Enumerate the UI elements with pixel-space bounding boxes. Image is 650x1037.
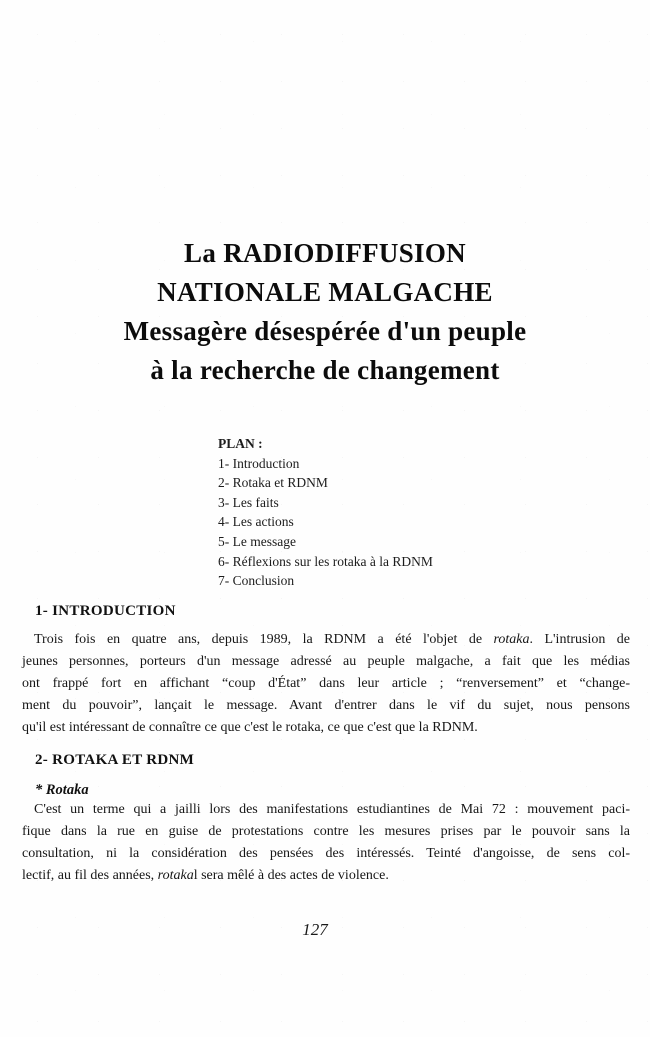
plan-outline [218, 434, 433, 591]
section-1-heading: 1- INTRODUCTION [35, 603, 176, 619]
plan-item-7: 7- Conclusion [218, 573, 295, 589]
plan-item-1: 1- Introduction [218, 455, 300, 471]
rotaka-subheading: * Rotaka [35, 782, 89, 798]
plan-item-3: 3- Les faits [218, 494, 279, 510]
paragraph-line: qu'il est intéressant de connaître ce que c'est le rotaka, ce que c'est que la RDNM. [22, 720, 478, 735]
title-line-1: La RADIODIFFUSION [184, 238, 466, 268]
document-title [0, 234, 650, 390]
page-number: 127 [302, 920, 328, 939]
plan-item-2: 2- Rotaka et RDNM [218, 475, 328, 491]
rotaka-paragraph [22, 799, 630, 887]
plan-item-5: 5- Le message [218, 533, 296, 549]
paragraph-line: consultation, ni la considération des pensées des intéressés. Teinté d'angoisse, de sens col- [22, 846, 630, 861]
paragraph-line: fique dans la rue en guise de protestations contre les mesures prises par le pouvoir sans la [22, 824, 630, 839]
paragraph-line: lectif, au fil des années, rotakal sera mêlé à des actes de violence. [22, 868, 389, 883]
paragraph-line: ont frappé fort en affichant “coup d'État” dans leur article ; “renversement” et “change- [22, 676, 630, 691]
paragraph-line: C'est un terme qui a jailli lors des manifestations estudiantines de Mai 72 : mouvement paci- [34, 802, 630, 817]
paragraph-line: Trois fois en quatre ans, depuis 1989, la RDNM a été l'objet de rotaka. L'intrusion de [34, 632, 630, 647]
section-2-heading: 2- ROTAKA ET RDNM [35, 752, 195, 768]
title-line-3: Messagère désespérée d'un peuple [123, 316, 527, 346]
plan-heading: PLAN : [218, 436, 263, 451]
introduction-paragraph [22, 629, 630, 739]
title-line-4: à la recherche de changement [150, 355, 500, 385]
plan-item-4: 4- Les actions [218, 514, 294, 530]
plan-item-6: 6- Réflexions sur les rotaka à la RDNM [218, 553, 433, 569]
paragraph-line: ment du pouvoir”, lançait le message. Avant d'entrer dans le vif du sujet, nous pensons [22, 698, 630, 713]
title-line-2: NATIONALE MALGACHE [157, 277, 493, 307]
paragraph-line: jeunes personnes, porteurs d'un message adressé au peuple malgache, a fait que les médias [22, 654, 630, 669]
